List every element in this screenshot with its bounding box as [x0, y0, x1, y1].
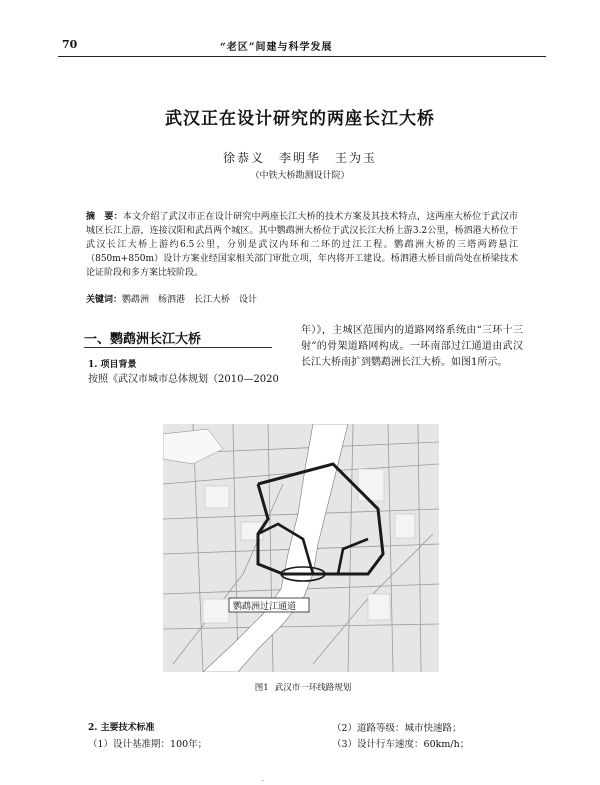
- standards-heading: 2. 主要技术标准: [88, 723, 155, 733]
- abstract-label: 摘 要：: [86, 212, 123, 222]
- running-title: “老区”间建与科学发展: [220, 42, 333, 53]
- caption-text: 武汉市一环线路规划: [274, 683, 352, 693]
- abstract-text: 本文介绍了武汉市正在设计研究中两座长江大桥的技术方案及其技术特点，这两座大桥位于武汉市城区长江上游，连接汉阳和武昌两个城区。其中鹦鹉洲大桥位于武汉长江大桥上游3.2公里，杨泗港大桥位于武汉长江大桥上游约6.5公里，分别是武汉内环和二环的过江工程。鹦鹉洲大桥的三塔两跨悬江（850m+850m）设计方案业经国家相关部门审批立项，年内将开工建设。杨泗港大桥目前尚处在桥梁技术论证阶段和多方案比较阶段。: [86, 212, 518, 278]
- body-text-left: 按照《武汉市城市总体规划（2010—2020: [88, 374, 279, 385]
- figure-caption: [0, 681, 600, 693]
- authors: 徐恭义 李明华 王为玉: [222, 151, 377, 165]
- standard-item-2: （2）道路等级：城市快速路；: [332, 723, 462, 734]
- keywords-label: 关键词：: [86, 295, 123, 305]
- section-heading: 一、鹦鹉洲长江大桥: [84, 332, 202, 347]
- affiliation: （中铁大桥勘测设计院）: [250, 171, 350, 181]
- map-svg: [163, 424, 439, 672]
- caption-number: 图1: [254, 683, 269, 693]
- keywords-text: 鹦鹉洲 杨泗港 长江大桥 设计: [122, 295, 258, 305]
- keywords: [86, 292, 518, 305]
- abstract: [86, 210, 518, 280]
- standard-item-1: （1）设计基准期：100年；: [88, 739, 208, 750]
- body-text-right: 年）》，主城区范围内的道路网络系统由“三环十三射”的骨架道路网构成。一环南部过江通道由武汉长江大桥南扩到鹦鹉洲长江大桥。如图1所示。: [301, 325, 523, 368]
- subsection-heading: 1. 项目背景: [88, 360, 137, 370]
- section-rule: [84, 347, 272, 348]
- article-title: 武汉正在设计研究的两座长江大桥: [165, 109, 435, 129]
- route-map-figure: [163, 424, 439, 672]
- standard-item-3: （3）设计行车速度：60km/h；: [332, 739, 470, 750]
- page-number: 70: [62, 38, 78, 51]
- footer-mark: ·: [262, 778, 264, 785]
- map-label: 鹦鹉洲过江通道: [233, 602, 297, 612]
- header-rule: [58, 56, 546, 57]
